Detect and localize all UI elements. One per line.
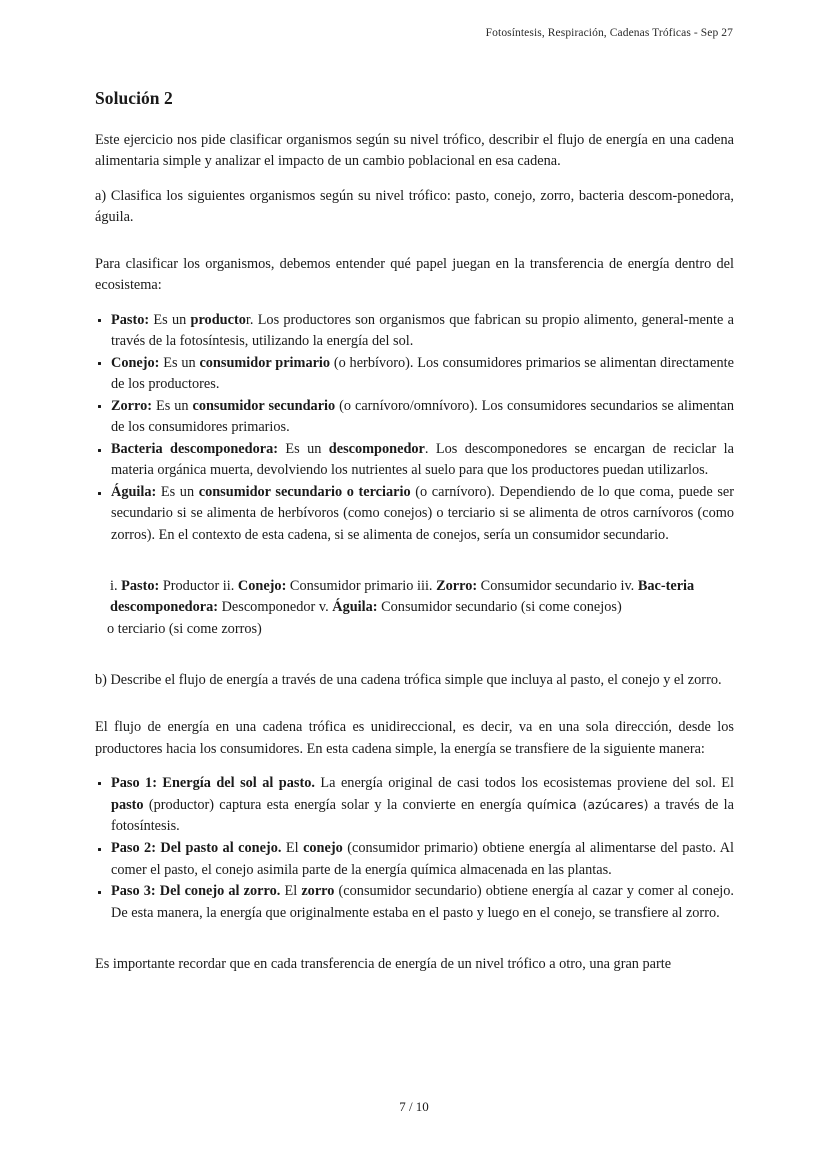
summary-numeral-iv: iv. <box>620 578 638 595</box>
step-part-3: a través de la fotosíntesis. <box>111 797 734 835</box>
page-content <box>95 88 734 988</box>
list-item <box>95 838 734 881</box>
step-label: Paso 2: Del pasto al conejo. <box>111 840 282 857</box>
question-a-text: a) Clasifica los siguientes organismos según su nivel trófico: pasto, conejo, zorro, bacteria descom-ponedora, águila. <box>95 187 734 225</box>
summary-value-bacteria: Descomponedor <box>218 599 319 616</box>
running-header: Fotosíntesis, Respiración, Cadenas Tróficas - Sep 27 <box>485 27 733 39</box>
bullet-pre: Es un <box>149 311 191 328</box>
classification-list <box>95 310 734 546</box>
step-label: Paso 3: Del conejo al zorro. <box>111 883 281 900</box>
summary-value-aguila: Consumidor secundario (si come conejos) <box>377 599 622 616</box>
step-term: pasto <box>111 797 144 814</box>
bullet-term: consumidor secundario o terciario <box>198 484 411 501</box>
bullet-rest: . Los descomponedores se encargan de reciclar la materia orgánica muerta, devolviendo los nutrientes al suelo para que los productores puedan utilizarlos. <box>111 441 734 479</box>
bullet-term: consumidor primario <box>199 354 331 371</box>
bullet-rest: (o carnívoro). Dependiendo de lo que coma, puede ser secundario si se alimenta de herbívoros (como conejos) o terciario si se alimenta de otros carnívoros (como zorros). En el contexto de esta cadena, si se alimenta de conejos, sería un consumidor secundario. <box>111 484 734 543</box>
bullet-label: Pasto: <box>111 311 150 328</box>
step-part-1: El <box>281 840 304 857</box>
step-part-2: (consumidor primario) obtiene energía al alimentarse del pasto. Al comer el pasto, el conejo asimila parte de la energía química almacenada en las plantas. <box>111 840 734 878</box>
step-term: zorro <box>301 883 335 900</box>
intro-paragraph: Este ejercicio nos pide clasificar organismos según su nivel trófico, describir el flujo de energía en una cadena alimentaria simple y analizar el impacto de un cambio poblacional en esa cadena. <box>95 132 734 170</box>
bullet-rest: (o carnívoro/omnívoro). Los consumidores secundarios se alimentan de los consumidores primarios. <box>111 397 734 436</box>
classification-summary <box>95 576 734 640</box>
bullet-term-tail: r <box>245 311 250 328</box>
page-number: 7 / 10 <box>399 1099 429 1114</box>
bullet-label: Conejo: <box>111 354 160 371</box>
summary-value-pasto: Productor <box>159 578 223 595</box>
summary-term-conejo: Conejo: <box>237 578 287 595</box>
bullet-term: consumidor secundario <box>192 397 336 414</box>
list-item <box>95 439 734 482</box>
summary-numeral-ii: ii. <box>222 578 238 595</box>
question-b-text: b) Describe el flujo de energía a través de una cadena trófica simple que incluya al pasto, el conejo y el zorro. <box>95 671 722 688</box>
summary-numeral-i: i. <box>110 578 122 595</box>
energy-flow-list <box>95 773 734 924</box>
list-item <box>95 396 734 439</box>
list-item <box>95 773 734 838</box>
summary-value-conejo: Consumidor primario <box>286 578 417 595</box>
summary-numeral-v: v. <box>318 599 333 616</box>
summary-numeral-iii: iii. <box>417 578 437 595</box>
list-item <box>95 482 734 546</box>
page-title: Solución 2 <box>95 88 173 108</box>
summary-term-pasto: Pasto: <box>121 578 160 595</box>
summary-term-zorro: Zorro: <box>436 578 478 595</box>
closing-paragraph: Es importante recordar que en cada transferencia de energía de un nivel trófico a otro, una gran parte <box>95 955 672 972</box>
summary-continuation: o terciario (si come zorros) <box>107 620 262 637</box>
bullet-pre: Es un <box>278 441 329 458</box>
step-term: conejo <box>303 840 343 857</box>
summary-term-bacteria: Bac-teria descomponedora: <box>110 578 695 616</box>
summary-term-aguila: Águila: <box>332 599 378 616</box>
bullet-pre: Es un <box>159 354 200 371</box>
list-item <box>95 353 734 396</box>
bullet-pre: Es un <box>152 397 193 414</box>
bullet-rest: (o herbívoro). Los consumidores primarios se alimentan directamente de los productores. <box>111 354 734 393</box>
bullet-label: Águila: <box>111 484 157 501</box>
lead-in-b: El flujo de energía en una cadena trófica es unidireccional, es decir, va en una sola dirección, desde los productores hacia los consumidores. En esta cadena simple, la energía se transfiere de la siguiente manera: <box>95 719 734 757</box>
step-fallback-run: química (azúcares) <box>526 797 649 813</box>
bullet-label: Bacteria descomponedora: <box>111 441 279 458</box>
summary-value-zorro: Consumidor secundario <box>477 578 621 595</box>
bullet-term: descomponedor <box>328 441 425 458</box>
list-item <box>95 310 734 353</box>
step-part-1: El <box>280 883 302 900</box>
bullet-pre: Es un <box>156 484 199 501</box>
lead-in-a: Para clasificar los organismos, debemos entender qué papel juegan en la transferencia de energía dentro del ecosistema: <box>95 256 734 294</box>
bullet-label: Zorro: <box>111 397 153 414</box>
list-item <box>95 881 734 924</box>
step-part-2: (consumidor secundario) obtiene energía al cazar y comer al conejo. De esta manera, la energía que originalmente estaba en el pasto y luego en el conejo, se transfiere al zorro. <box>111 883 734 921</box>
bullet-term: producto <box>190 311 246 328</box>
step-part-1: La energía original de casi todos los ecosistemas proviene del sol. El <box>314 774 734 791</box>
bullet-rest: . Los productores son organismos que fabrican su propio alimento, general-mente a través de la fotosíntesis, utilizando la energía del sol. <box>111 311 734 350</box>
step-label: Paso 1: Energía del sol al pasto. <box>111 774 315 791</box>
step-part-2: (productor) captura esta energía solar y la convierte en energía <box>143 797 527 814</box>
